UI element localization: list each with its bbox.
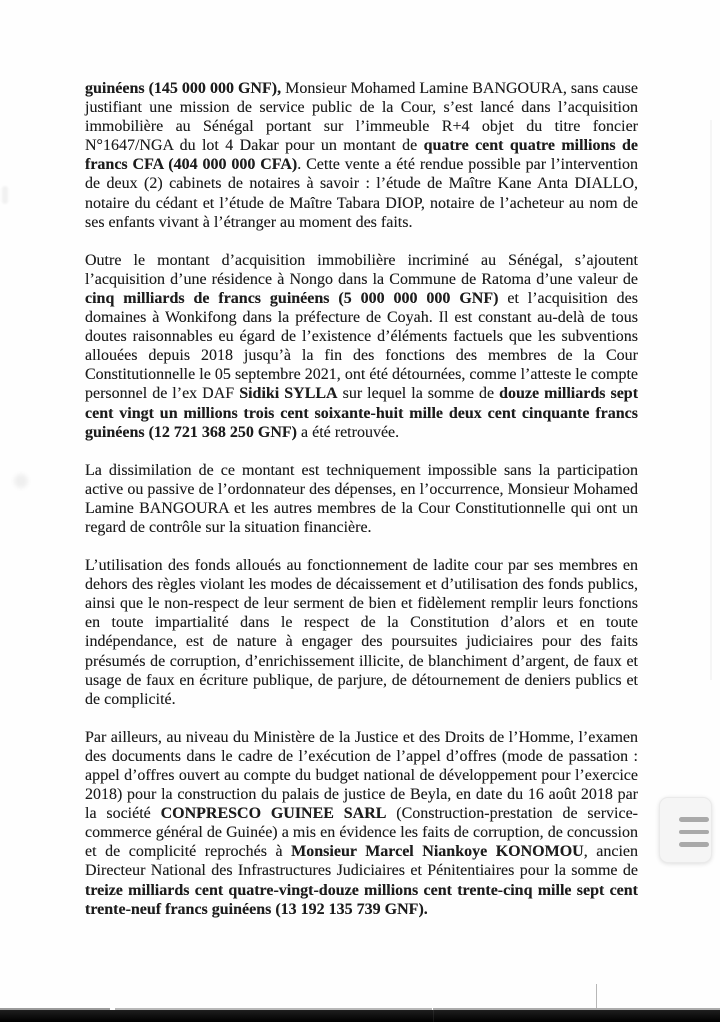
scroll-handle-button[interactable] [659,797,712,863]
bold-text-run: Monsieur Marcel Niankoye KONOMOU [291,843,584,861]
text-run: , ancien Directeur National des Infrastructures Judiciaires et Pénitentiaires pour la somme de [85,843,639,880]
text-run: L’utilisation des fonds alloués au fonctionnement de ladite cour par ses membres en dehors des règles violant les modes de décaissement et d’utilisation des fonds publics, ainsi que le non-respect de leur serment de bien et fidèlement remplir leurs fonctions en toute impartialité dans le respect de la Constitution d’alors et en toute indépendance, est de nature à engager des poursuites judiciaires pour des faits présumés de corruption, d’enrichissement illicite, de blanchiment d’argent, de faux et usage de faux en écriture publique, de parjure, de détournement de deniers publics et de complicité. [85,557,638,708]
scan-smudge-artifact [2,186,8,204]
menu-line [679,830,709,835]
text-run: sur lequel la somme de [337,385,500,403]
paragraph [85,728,638,919]
paragraph [85,251,638,442]
scan-edge-line [710,120,712,680]
paragraph [85,556,638,709]
document-body [85,79,638,938]
bottom-bar-seam [433,1010,434,1022]
paragraph [85,461,638,537]
bold-text-run: cinq milliards de francs guinéens (5 000 000 000 GNF) [85,289,499,307]
bold-text-run: guinéens (145 000 000 GNF), [85,80,282,97]
bold-text-run: douze milliards sept cent vingt un millions trois cent soixante-huit mille deux cent cinquante francs guinéens (12 721 368 250 GNF) [85,385,639,441]
text-run: et l’acquisition des domaines à Wonkifong dans la préfecture de Coyah. Il est constant au-delà de tous doutes raisonnables eu égard de l’existence d’éléments factuels que les subventions allouées depuis 2018 jusqu’à la fin des fonctions des membres de la Cour Constitutionnelle le 05 septembre 2021, ont été détournées, comme l’atteste le compte personnel de l’ex DAF [85,289,638,403]
text-run: a été retrouvée. [297,423,400,441]
paragraph [85,79,638,232]
scan-smudge-artifact [14,474,28,488]
menu-line [679,817,709,822]
bottom-black-bar [0,1010,720,1022]
text-run: . Cette vente a été rendue possible par l’intervention de deux (2) cabinets de notaires à savoir : l’étude de Maître Kane Anta DIALLO, notaire du cédant et l’étude de Maître Tabara DIOP, notaire de l’acheteur au nom de ses enfants vivant à l’étranger au moment des faits. [85,156,638,231]
text-run: Outre le montant d’acquisition immobilière incriminé au Sénégal, s’ajoutent l’acquisition d’une résidence à Nongo dans la Commune de Ratoma d’une valeur de [85,251,638,288]
text-run: La dissimilation de ce montant est techniquement impossible sans la participation active ou passive de l’ordonnateur des dépenses, en l’occurrence, Monsieur Mohamed Lamine BANGOURA et les autres membres de la Cour Constitutionnelle qui ont un regard de contrôle sur la situation financière. [85,461,638,536]
scan-seam-artifact [596,984,597,1010]
bold-text-run: Sidiki SYLLA [239,385,338,403]
menu-line [679,842,709,847]
text-run: Monsieur Mohamed Lamine BANGOURA, sans cause justifiant une mission de service public de la Cour, s’est lancé dans l’acquisition immobilière au Sénégal portant sur l’immeuble R+4 objet du titre foncier N°1647/NGA du lot 4 Dakar pour un montant de [85,80,639,155]
text-run: (Construction-prestation de service-commerce général de Guinée) a mis en évidence les faits de corruption, de concussion et de complicité reprochés à [85,805,639,861]
bold-text-run: treize milliards cent quatre-vingt-douze millions cent trente-cinq mille sept cent trente-neuf francs guinéens (13 192 135 739 GNF). [85,881,638,918]
menu-lines-icon [679,817,709,847]
bold-text-run: CONPRESCO GUINEE SARL [160,805,387,823]
bold-text-run: quatre cent quatre millions de francs CFA (404 000 000 CFA) [85,137,638,174]
text-run: Par ailleurs, au niveau du Ministère de la Justice et des Droits de l’Homme, l’examen des documents dans le cadre de l’exécution de l’appel d’offres (mode de passation : appel d’offres ouvert au compte du budget national de développement pour l’exercice 2018) pour la construction du palais de justice de Beyla, en date du 16 août 2018 par la société [85,728,638,823]
